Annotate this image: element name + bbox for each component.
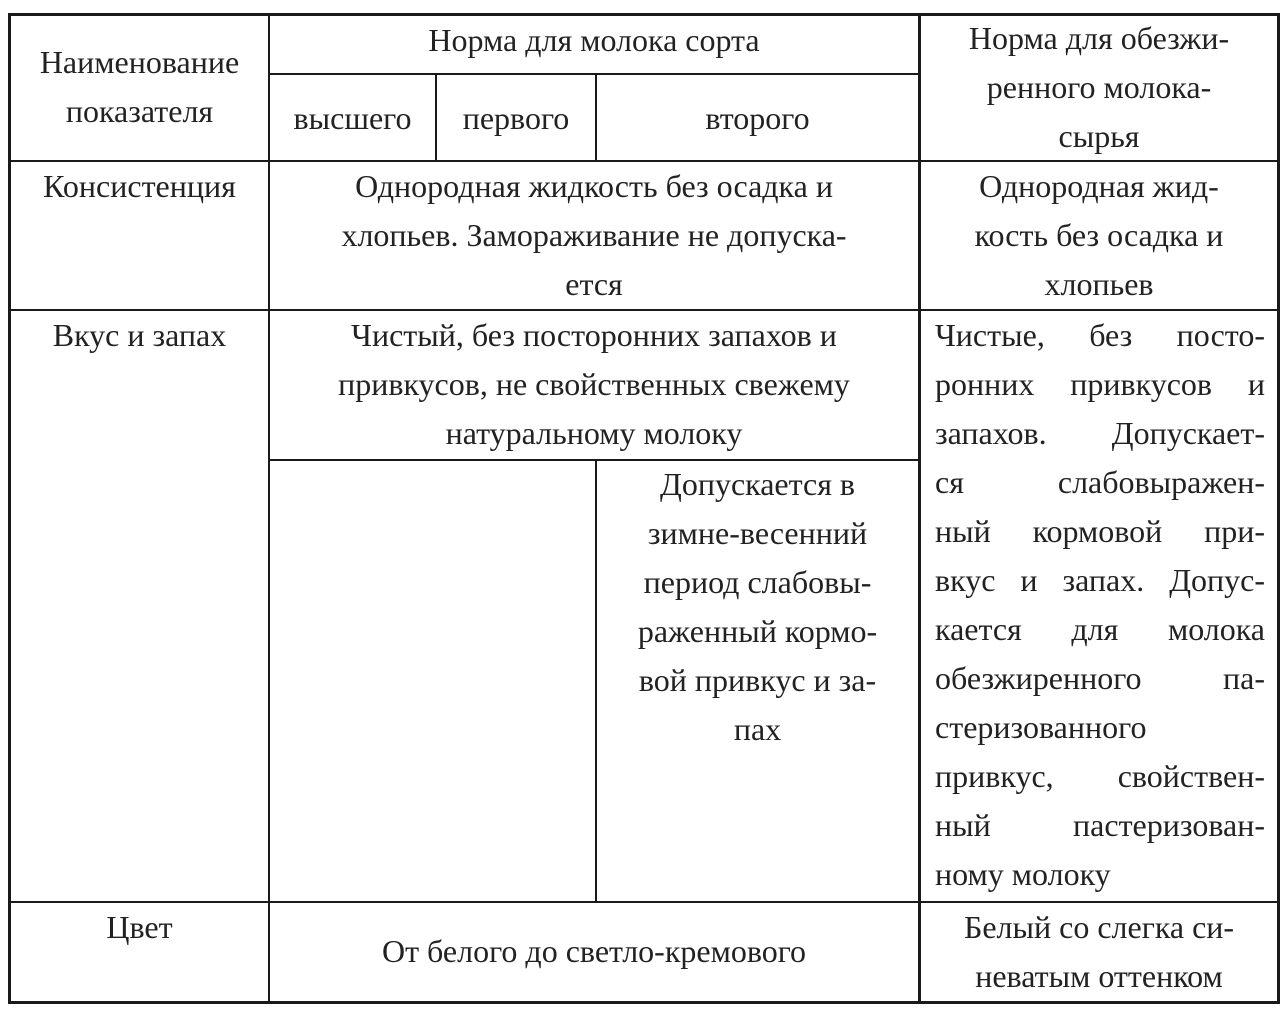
text-line: привкус, свойствен-	[935, 758, 1265, 794]
header-grade-norm: Норма для молока сорта	[428, 22, 760, 58]
text-line: хлопьев	[1044, 266, 1154, 302]
text-line: Допускается в	[659, 466, 856, 502]
text-line: обезжиренного па-	[935, 660, 1265, 696]
text-line: натуральному молоку	[445, 415, 743, 451]
header-skim-line: ренного молока-	[986, 69, 1212, 105]
text-line: Чистые, без посто-	[935, 317, 1265, 353]
table-border-bottom	[8, 1001, 1280, 1004]
text-line: ному молоку	[935, 856, 1111, 892]
header-indicator-line: Наименование	[39, 44, 240, 80]
header-indicator	[11, 38, 268, 136]
row-taste-name: Вкус и запах	[52, 317, 227, 353]
text-line: ется	[565, 266, 623, 302]
text-line: ный кормовой при-	[935, 513, 1265, 549]
row-taste-second-grade	[597, 460, 918, 754]
text-line: пах	[733, 711, 782, 747]
header-skim-line: сырья	[1058, 118, 1140, 154]
text-line: Чистый, без посторонних запахов и	[351, 317, 837, 353]
text-line: кость без осадка и	[974, 217, 1224, 253]
text-line: запахов. Допускает-	[935, 415, 1265, 451]
text-line: ронних привкусов и	[935, 366, 1265, 402]
text-line: стеризованного	[935, 709, 1147, 745]
text-line: зимне-весенний	[647, 515, 868, 551]
text-line: вкус и запах. Допус-	[935, 562, 1265, 598]
row-color-grades: От белого до светло-кремового	[381, 933, 807, 969]
text-line: ся слабовыражен-	[935, 464, 1265, 500]
text-line: Однородная жид-	[979, 168, 1219, 204]
header-skim-line: Норма для обезжи-	[968, 20, 1230, 56]
row-taste-skim	[935, 311, 1265, 899]
row-color-skim	[921, 903, 1277, 1001]
row-consistency-name: Консистенция	[43, 168, 236, 204]
row-consistency-skim	[921, 162, 1277, 309]
text-line: хлопьев. Замораживание не допуска-	[341, 217, 847, 253]
header-indicator-line: показателя	[65, 93, 214, 129]
row-consistency-grades	[270, 162, 918, 309]
text-line: раженный кормо-	[637, 613, 878, 649]
row-color-name: Цвет	[106, 909, 173, 945]
header-grade-second: второго	[705, 100, 810, 136]
text-line: неватым оттенком	[975, 958, 1223, 994]
text-line: период слабовы-	[643, 564, 872, 600]
header-skim-norm	[921, 14, 1277, 161]
text-line: ный пастеризован-	[935, 807, 1265, 843]
text-line: Белый со слегка си-	[963, 909, 1235, 945]
text-line: привкусов, не свойственных свежему	[338, 366, 850, 402]
text-line: Однородная жидкость без осадка и	[355, 168, 833, 204]
header-grade-first: первого	[462, 100, 570, 136]
header-grade-top: высшего	[293, 100, 412, 136]
text-line: кается для молока	[935, 611, 1265, 647]
header-subdivider	[268, 73, 920, 75]
row-taste-grades	[270, 311, 918, 458]
text-line: вой привкус и за-	[638, 662, 877, 698]
